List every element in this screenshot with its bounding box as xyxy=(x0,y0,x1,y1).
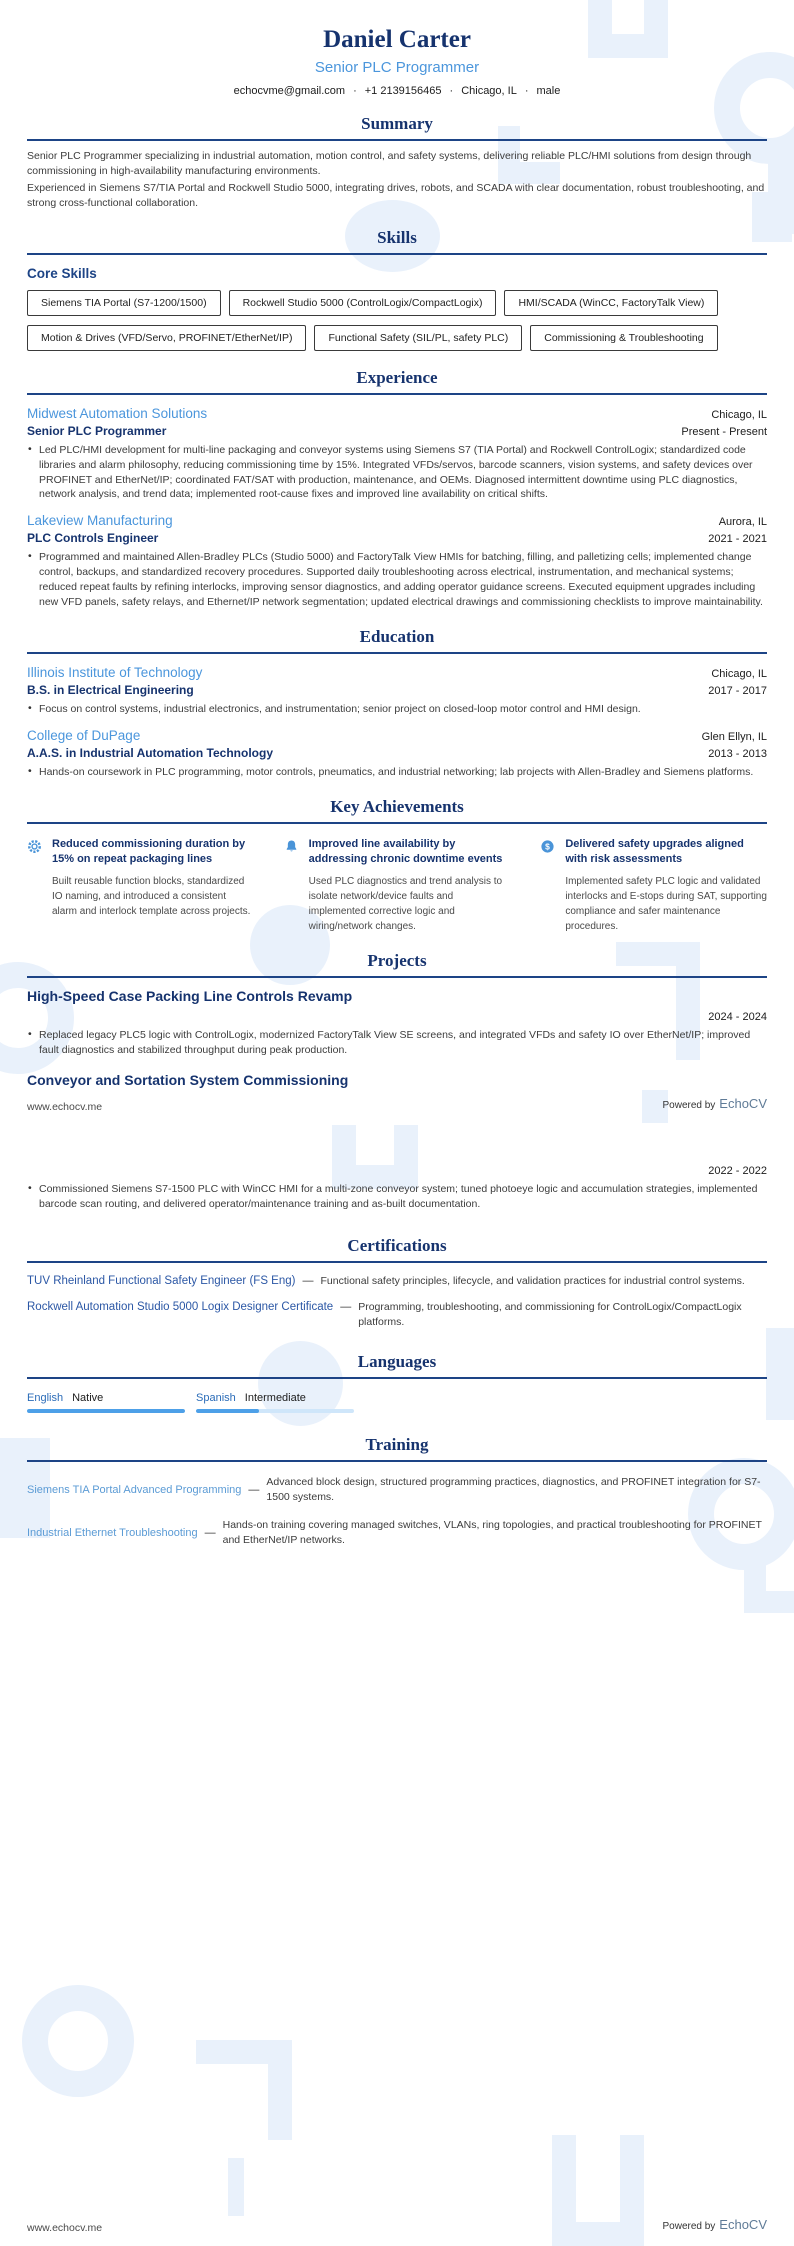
resume-header xyxy=(27,0,767,97)
section-divider xyxy=(27,1377,767,1379)
school-name: Illinois Institute of Technology xyxy=(27,665,203,680)
certification-entry xyxy=(27,1274,767,1290)
skill-pill: Motion & Drives (VFD/Servo, PROFINET/EtherNet/IP) xyxy=(27,325,306,351)
experience-entry xyxy=(27,513,767,610)
certification-description: Functional safety principles, lifecycle, and validation practices for industrial control systems. xyxy=(320,1274,745,1287)
powered-by-label: Powered by xyxy=(662,1100,716,1111)
watermark-shape xyxy=(744,1553,794,1613)
project-dates: 2024 - 2024 xyxy=(708,1011,767,1024)
bell-icon xyxy=(284,837,299,934)
section-key-achievements xyxy=(27,797,767,934)
watermark-shape xyxy=(196,2040,292,2140)
skill-pill: Rockwell Studio 5000 (ControlLogix/CompactLogix) xyxy=(229,290,497,316)
project-entry-continued xyxy=(27,1165,767,1212)
training-name: Industrial Ethernet Troubleshooting xyxy=(27,1527,198,1540)
section-divider xyxy=(27,1261,767,1263)
job-dates: 2021 - 2021 xyxy=(708,533,767,546)
section-title: Key Achievements xyxy=(330,796,464,816)
project-dates: 2022 - 2022 xyxy=(708,1165,767,1177)
contact-gender: male xyxy=(536,85,561,97)
section-divider xyxy=(27,139,767,141)
language-name: English xyxy=(27,1391,64,1404)
job-location: Aurora, IL xyxy=(718,516,767,529)
skill-pill: Functional Safety (SIL/PL, safety PLC) xyxy=(314,325,522,351)
project-bullet: • Replaced legacy PLC5 logic with ControlLogix, modernized FactoryTalk View SE screens, and integrated VFDs and safety IO over EtherNet/IP; improved fault diagnostics and stabilized throughput during peak production. xyxy=(27,1028,767,1058)
project-bullet: • Commissioned Siemens S7-1500 PLC with WinCC HMI for a multi-zone conveyor system; tuned photoeye logic and accumulation strategies, implemented barcode scan routing, and delivered operator/maintenance training and as-built documentation. xyxy=(27,1182,767,1212)
achievement-description: Built reusable function blocks, standardized IO naming, and introduced a consistent alarm and interlock template across projects. xyxy=(52,876,251,918)
section-divider xyxy=(27,1460,767,1462)
candidate-job-title: Senior PLC Programmer xyxy=(314,59,480,76)
skill-pill: Commissioning & Troubleshooting xyxy=(530,325,717,351)
section-title: Projects xyxy=(367,951,427,971)
project-entry xyxy=(27,1072,767,1088)
degree-dates: 2013 - 2013 xyxy=(708,747,767,760)
skills-group-heading: Core Skills xyxy=(27,265,97,281)
training-separator: — xyxy=(248,1483,260,1496)
achievement-title: Improved line availability by addressing chronic downtime events xyxy=(308,837,503,865)
section-divider xyxy=(27,822,767,824)
skills-pill-list xyxy=(27,290,767,351)
achievement-description: Implemented safety PLC logic and validated interlocks and E-stops during SAT, supporting compliance and safer maintenance procedures. xyxy=(565,876,767,933)
gear-icon xyxy=(27,837,42,934)
svg-text:$: $ xyxy=(545,841,551,852)
job-dates: Present - Present xyxy=(681,425,767,438)
degree-name: A.A.S. in Industrial Automation Technology xyxy=(27,745,273,760)
section-training xyxy=(27,1435,767,1549)
achievement-item xyxy=(540,837,767,934)
section-education xyxy=(27,627,767,780)
footer-site-url: www.echocv.me xyxy=(27,2222,103,2234)
section-title: Skills xyxy=(377,227,417,247)
degree-name: B.S. in Electrical Engineering xyxy=(27,683,194,697)
contact-email: echocvme@gmail.com xyxy=(233,85,346,97)
language-entry xyxy=(196,1392,354,1413)
training-entry xyxy=(27,1475,767,1505)
contact-phone: +1 2139156465 xyxy=(364,85,442,97)
certification-separator: — xyxy=(302,1274,314,1287)
company-name: Lakeview Manufacturing xyxy=(27,513,173,529)
school-location: Chicago, IL xyxy=(711,668,767,680)
achievement-title: Delivered safety upgrades aligned with risk assessments xyxy=(565,837,744,865)
language-level: Native xyxy=(72,1391,104,1404)
experience-entry xyxy=(27,406,767,503)
degree-dates: 2017 - 2017 xyxy=(708,685,767,697)
watermark-shape xyxy=(228,2158,244,2216)
powered-by-label: Powered by xyxy=(662,2221,716,2232)
project-name: High-Speed Case Packing Line Controls Revamp xyxy=(27,988,353,1005)
job-role: Senior PLC Programmer xyxy=(27,423,167,438)
candidate-name: Daniel Carter xyxy=(323,26,471,53)
section-projects xyxy=(27,951,767,1088)
section-divider xyxy=(27,253,767,255)
language-progress-fill xyxy=(196,1409,259,1413)
section-divider xyxy=(27,976,767,978)
project-entry xyxy=(27,988,767,1058)
contact-separator: · xyxy=(449,85,454,97)
certification-name: Rockwell Automation Studio 5000 Logix Designer Certificate xyxy=(27,1301,334,1314)
education-entry xyxy=(27,728,767,780)
watermark-shape xyxy=(22,1985,134,2097)
summary-paragraph: Experienced in Siemens S7/TIA Portal and Rockwell Studio 5000, integrating drives, robots, and SCADA with clear documentation, robust troubleshooting, and strong cross-functional collaboration. xyxy=(27,182,765,210)
language-list xyxy=(27,1392,767,1413)
skill-pill: HMI/SCADA (WinCC, FactoryTalk View) xyxy=(504,290,718,316)
training-separator: — xyxy=(204,1526,216,1539)
section-skills xyxy=(27,228,767,351)
section-certifications xyxy=(27,1236,767,1330)
school-name: College of DuPage xyxy=(27,727,141,743)
skill-pill: Siemens TIA Portal (S7-1200/1500) xyxy=(27,290,221,316)
certification-description: Programming, troubleshooting, and commissioning for ControlLogix/CompactLogix platforms. xyxy=(358,1301,742,1329)
language-name: Spanish xyxy=(196,1391,236,1404)
section-title: Certifications xyxy=(347,1235,447,1255)
page-2 xyxy=(0,1123,794,2246)
footer-powered-by xyxy=(662,2216,767,2234)
job-role: PLC Controls Engineer xyxy=(27,531,159,546)
section-title: Summary xyxy=(361,114,433,133)
section-divider xyxy=(27,393,767,395)
contact-separator: · xyxy=(524,85,529,97)
job-location: Chicago, IL xyxy=(711,408,767,421)
project-name: Conveyor and Sortation System Commissioning xyxy=(27,1071,349,1088)
education-bullet: • Focus on control systems, industrial electronics, and instrumentation; senior project on closed-loop motor control and HMI design. xyxy=(27,702,767,717)
training-name: Siemens TIA Portal Advanced Programming xyxy=(27,1483,242,1496)
contact-location: Chicago, IL xyxy=(461,85,517,97)
brand-name: EchoCV xyxy=(719,1096,767,1111)
dollar-icon xyxy=(540,837,555,934)
job-bullet: • Programmed and maintained Allen-Bradley PLCs (Studio 5000) and FactoryTalk View HMIs for batching, filling, and palletizing cells; implemented change control, backups, and standardized recovery procedures. Supported daily troubleshooting across electrical, instrumentation, and mechanical systems; reduced repeat faults by refining interlocks, improving sensor diagnostics, and adding operator guidance screens. Executed equipment upgrades including new VFD panels, safety relays, and Ethernet/IP network segmentation; updated electrical drawings and commissioning checklists to improve maintainability. xyxy=(27,550,767,610)
footer-site-url: www.echocv.me xyxy=(27,1101,103,1113)
contact-separator: · xyxy=(353,85,357,97)
education-bullet: • Hands-on coursework in PLC programming, motor controls, pneumatics, and industrial networking; lab projects with Allen-Bradley and Siemens platforms. xyxy=(27,765,767,780)
page-footer xyxy=(27,2216,767,2234)
school-location: Glen Ellyn, IL xyxy=(701,730,767,743)
language-progress-track xyxy=(27,1409,185,1413)
company-name: Midwest Automation Solutions xyxy=(27,405,208,421)
section-title: Experience xyxy=(356,367,438,387)
training-entry xyxy=(27,1518,767,1548)
footer-powered-by xyxy=(662,1095,767,1113)
training-description: Hands-on training covering managed switches, VLANs, ring topologies, and practical troubleshooting for PROFINET and EtherNet/IP networks. xyxy=(222,1519,762,1547)
certification-name: TUV Rheinland Functional Safety Engineer (FS Eng) xyxy=(27,1274,296,1287)
achievements-grid xyxy=(27,837,767,934)
summary-paragraph: Senior PLC Programmer specializing in industrial automation, motion control, and safety systems, delivering reliable PLC/HMI solutions from design through commissioning in high-availability manufacturing environments. xyxy=(27,150,752,177)
contact-line xyxy=(27,85,767,97)
achievement-item xyxy=(27,837,254,934)
achievement-item xyxy=(284,837,511,934)
achievement-description: Used PLC diagnostics and trend analysis to isolate network/device faults and implemented corrective logic and wiring/network changes. xyxy=(308,876,503,933)
section-title: Languages xyxy=(357,1351,437,1371)
section-languages xyxy=(27,1352,767,1413)
section-experience xyxy=(27,368,767,610)
page-footer xyxy=(27,1095,767,1113)
section-title: Education xyxy=(359,627,435,646)
section-summary xyxy=(27,114,767,211)
section-title: Training xyxy=(365,1434,429,1454)
language-progress-fill xyxy=(27,1409,185,1413)
section-divider xyxy=(27,652,767,654)
education-entry xyxy=(27,665,767,717)
language-entry xyxy=(27,1392,185,1413)
certification-entry xyxy=(27,1300,767,1329)
achievement-title: Reduced commissioning duration by 15% on repeat packaging lines xyxy=(52,837,246,865)
certification-separator: — xyxy=(340,1301,352,1314)
brand-name: EchoCV xyxy=(719,2217,767,2232)
language-progress-track xyxy=(196,1409,354,1413)
job-bullet: • Led PLC/HMI development for multi-line packaging and conveyor systems using Siemens S7 (TIA Portal) and Rockwell ControlLogix; standardized code libraries and alarm philosophy, reducing commissioning time by 15%. Integrated VFDs/servos, barcode scanners, vision systems, and safety devices over PROFINET and EtherNet/IP; coordinated FAT/SAT with production, maintenance, and OEMs. Diagnosed intermittent downtime using PLC diagnostics, network analysis, and trend data; implemented root-cause fixes and improved line availability on critical shifts. xyxy=(27,443,767,503)
language-level: Intermediate xyxy=(244,1391,306,1404)
training-description: Advanced block design, structured programming practices, diagnostics, and PROFINET integration for S7-1500 systems. xyxy=(266,1475,761,1503)
